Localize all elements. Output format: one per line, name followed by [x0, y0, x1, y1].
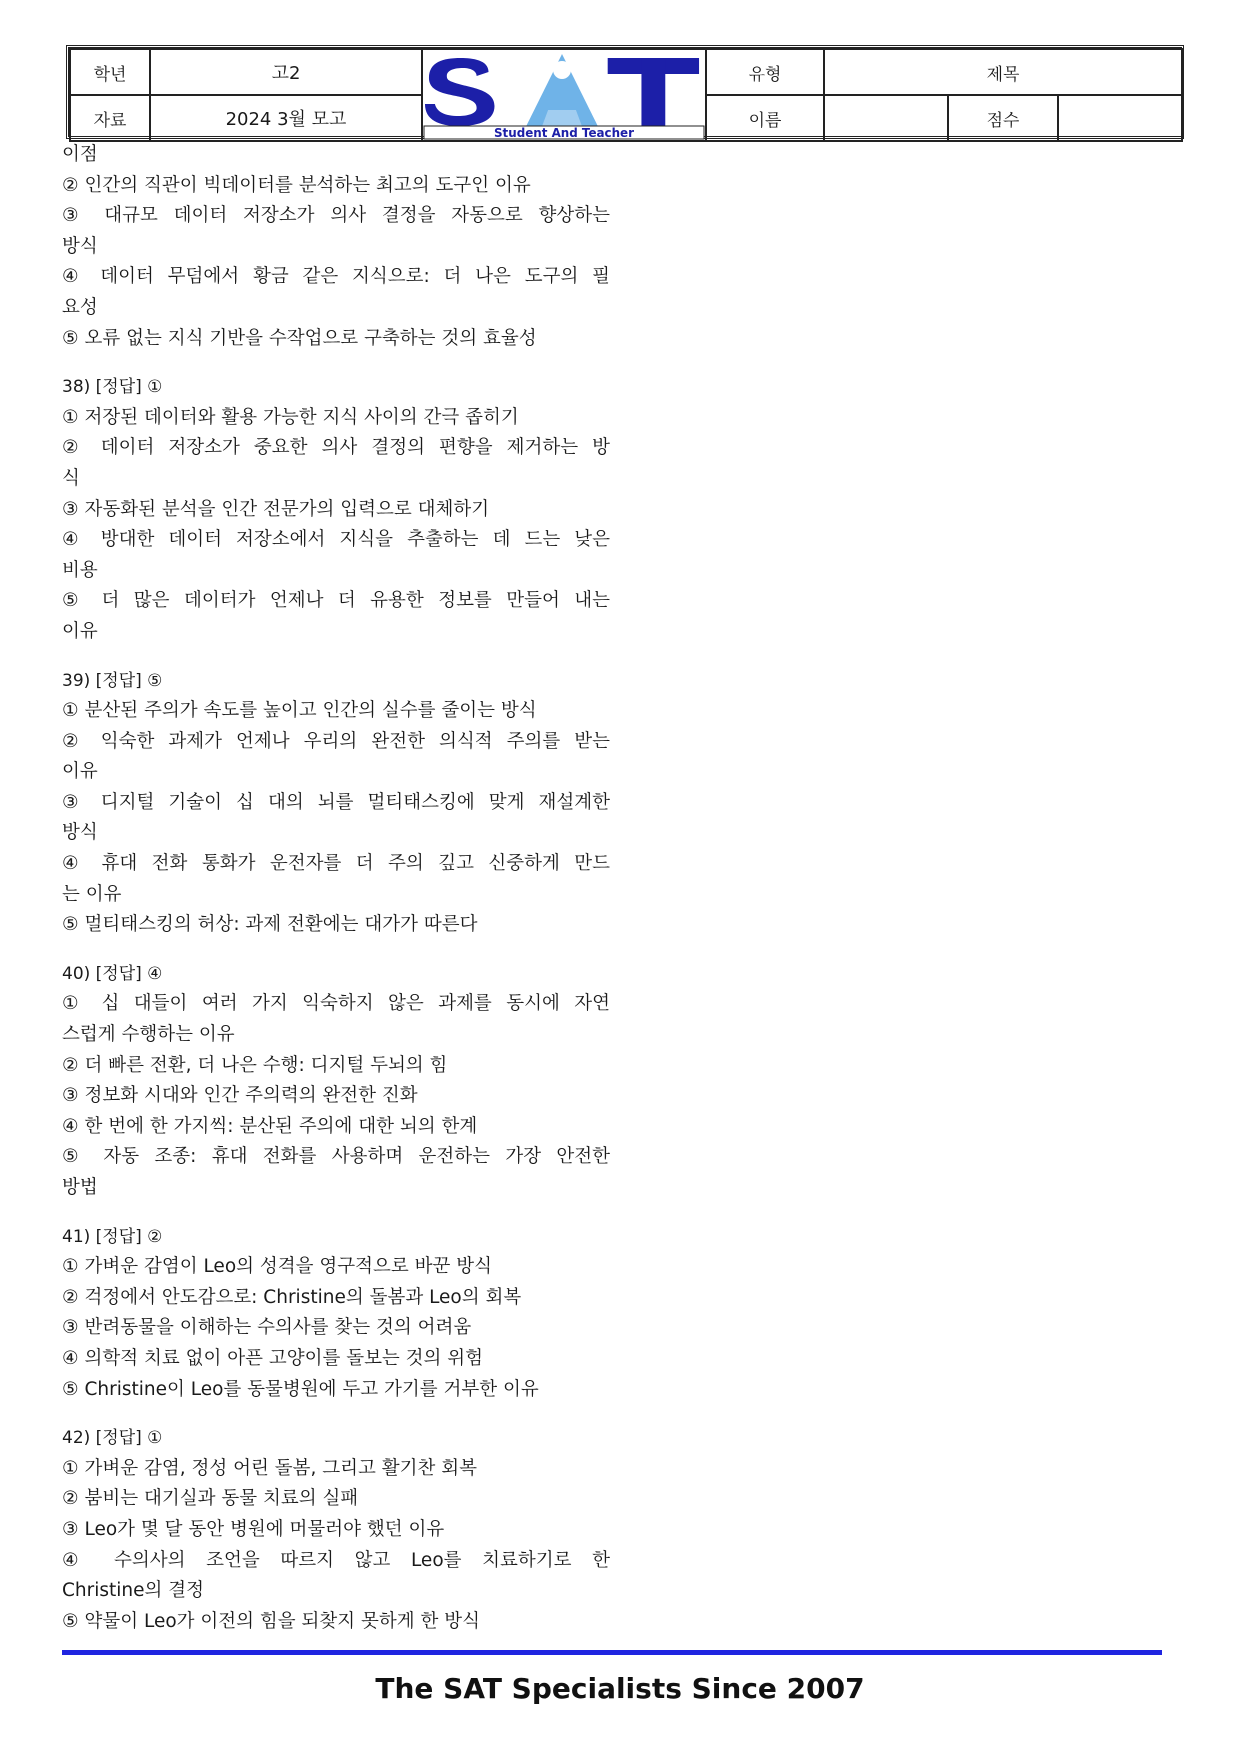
option-line: ④ 의학적 치료 없이 아픈 고양이를 돌보는 것의 위험: [62, 1347, 484, 1369]
answer-content: [62, 140, 610, 1637]
worksheet-header: [66, 45, 1184, 139]
option-line: ② 걱정에서 안도감으로: Christine의 돌봄과 Leo의 회복: [62, 1286, 522, 1308]
option-line: ④ 방대한 데이터 저장소에서 지식을 추출하는 데 드는 낮은: [62, 529, 610, 551]
option-line: ④ 수의사의 조언을 따르지 않고 Leo를 치료하기로 한: [62, 1549, 610, 1571]
option-line: ① 십 대들이 여러 가지 익숙하지 않은 과제를 동시에 자연: [62, 993, 610, 1015]
option-line: ① 분산된 주의가 속도를 높이고 인간의 실수를 줄이는 방식: [62, 700, 537, 722]
option-line: 이유: [62, 620, 98, 642]
grade-value: 고2: [150, 49, 422, 95]
option-line: ④ 데이터 무덤에서 황금 같은 지식으로: 더 나은 도구의 필: [62, 266, 610, 288]
logo-tagline: Student And Teacher: [493, 125, 635, 140]
option-line: ② 더 빠른 전환, 더 나은 수행: 디지털 두뇌의 힘: [62, 1054, 448, 1076]
footer-slogan: The SAT Specialists Since 2007: [375, 1672, 865, 1705]
answer-key: 42) [정답] ①: [62, 1428, 163, 1449]
option-line: ② 붐비는 대기실과 동물 치료의 실패: [62, 1488, 359, 1510]
answer-key: 38) [정답] ①: [62, 377, 163, 398]
option-line: 스럽게 수행하는 이유: [62, 1024, 235, 1046]
title-label: 제목: [824, 49, 1182, 95]
option-line: ④ 한 번에 한 가지씩: 분산된 주의에 대한 뇌의 한계: [62, 1115, 478, 1137]
question-block: [62, 666, 610, 941]
answer-key: 41) [정답] ②: [62, 1226, 163, 1247]
option-line: ⑤ 약물이 Leo가 이전의 힘을 되찾지 못하게 한 방식: [62, 1610, 480, 1632]
option-line: ③ 디지털 기술이 십 대의 뇌를 멀티태스킹에 맞게 재설계한: [62, 791, 610, 813]
option-line: ⑤ 오류 없는 지식 기반을 수작업으로 구축하는 것의 효율성: [62, 327, 537, 349]
source-value: 2024 3월 모고: [150, 95, 422, 141]
option-line: ③ 대규모 데이터 저장소가 의사 결정을 자동으로 향상하는: [62, 205, 610, 227]
sat-logo: [422, 49, 706, 141]
question-block: [62, 1423, 610, 1637]
question-block: [62, 959, 610, 1204]
option-line: 는 이유: [62, 883, 122, 905]
intro-block: [62, 140, 610, 354]
option-line: 방식: [62, 235, 98, 257]
option-line: ① 저장된 데이터와 활용 가능한 지식 사이의 간극 좁히기: [62, 406, 519, 428]
name-field[interactable]: [824, 95, 948, 141]
name-label: 이름: [706, 95, 824, 141]
option-line: 식: [62, 467, 80, 489]
grade-label: 학년: [70, 49, 150, 95]
option-line: ② 인간의 직관이 빅데이터를 분석하는 최고의 도구인 이유: [62, 174, 531, 196]
option-line: ③ Leo가 몇 달 동안 병원에 머물러야 했던 이유: [62, 1518, 445, 1540]
sat-logo-graphic: [423, 50, 705, 140]
option-line: 이점: [62, 144, 98, 165]
option-line: ⑤ 자동 조종: 휴대 전화를 사용하며 운전하는 가장 안전한: [62, 1146, 610, 1168]
option-line: ② 익숙한 과제가 언제나 우리의 완전한 의식적 주의를 받는: [62, 730, 610, 752]
option-line: Christine의 결정: [62, 1580, 205, 1602]
option-line: 비용: [62, 559, 98, 581]
footer-rule: [62, 1650, 1162, 1655]
option-line: ③ 자동화된 분석을 인간 전문가의 입력으로 대체하기: [62, 498, 490, 520]
option-line: 방식: [62, 822, 98, 844]
option-line: 이유: [62, 761, 98, 783]
option-line: ⑤ 멀티태스킹의 허상: 과제 전환에는 대가가 따른다: [62, 914, 478, 936]
option-line: ① 가벼운 감염, 정성 어린 돌봄, 그리고 활기찬 회복: [62, 1457, 477, 1479]
option-line: ⑤ Christine이 Leo를 동물병원에 두고 가기를 거부한 이유: [62, 1378, 539, 1400]
source-label: 자료: [70, 95, 150, 141]
option-line: ③ 반려동물을 이해하는 수의사를 찾는 것의 어려움: [62, 1317, 472, 1339]
option-line: 방법: [62, 1177, 98, 1198]
answer-key: 39) [정답] ⑤: [62, 670, 163, 691]
option-line: ① 가벼운 감염이 Leo의 성격을 영구적으로 바꾼 방식: [62, 1256, 492, 1278]
option-line: 요성: [62, 296, 98, 318]
option-line: ③ 정보화 시대와 인간 주의력의 완전한 진화: [62, 1085, 418, 1107]
type-label: 유형: [706, 49, 824, 95]
option-line: ⑤ 더 많은 데이터가 언제나 더 유용한 정보를 만들어 내는: [62, 590, 610, 612]
option-line: ④ 휴대 전화 통화가 운전자를 더 주의 깊고 신중하게 만드: [62, 853, 610, 875]
answer-key: 40) [정답] ④: [62, 963, 163, 984]
option-line: ② 데이터 저장소가 중요한 의사 결정의 편향을 제거하는 방: [62, 437, 610, 459]
score-label: 점수: [948, 95, 1058, 141]
question-block: [62, 1222, 610, 1406]
question-block: [62, 372, 610, 647]
question-list: [62, 372, 610, 1637]
score-field[interactable]: [1058, 95, 1182, 141]
